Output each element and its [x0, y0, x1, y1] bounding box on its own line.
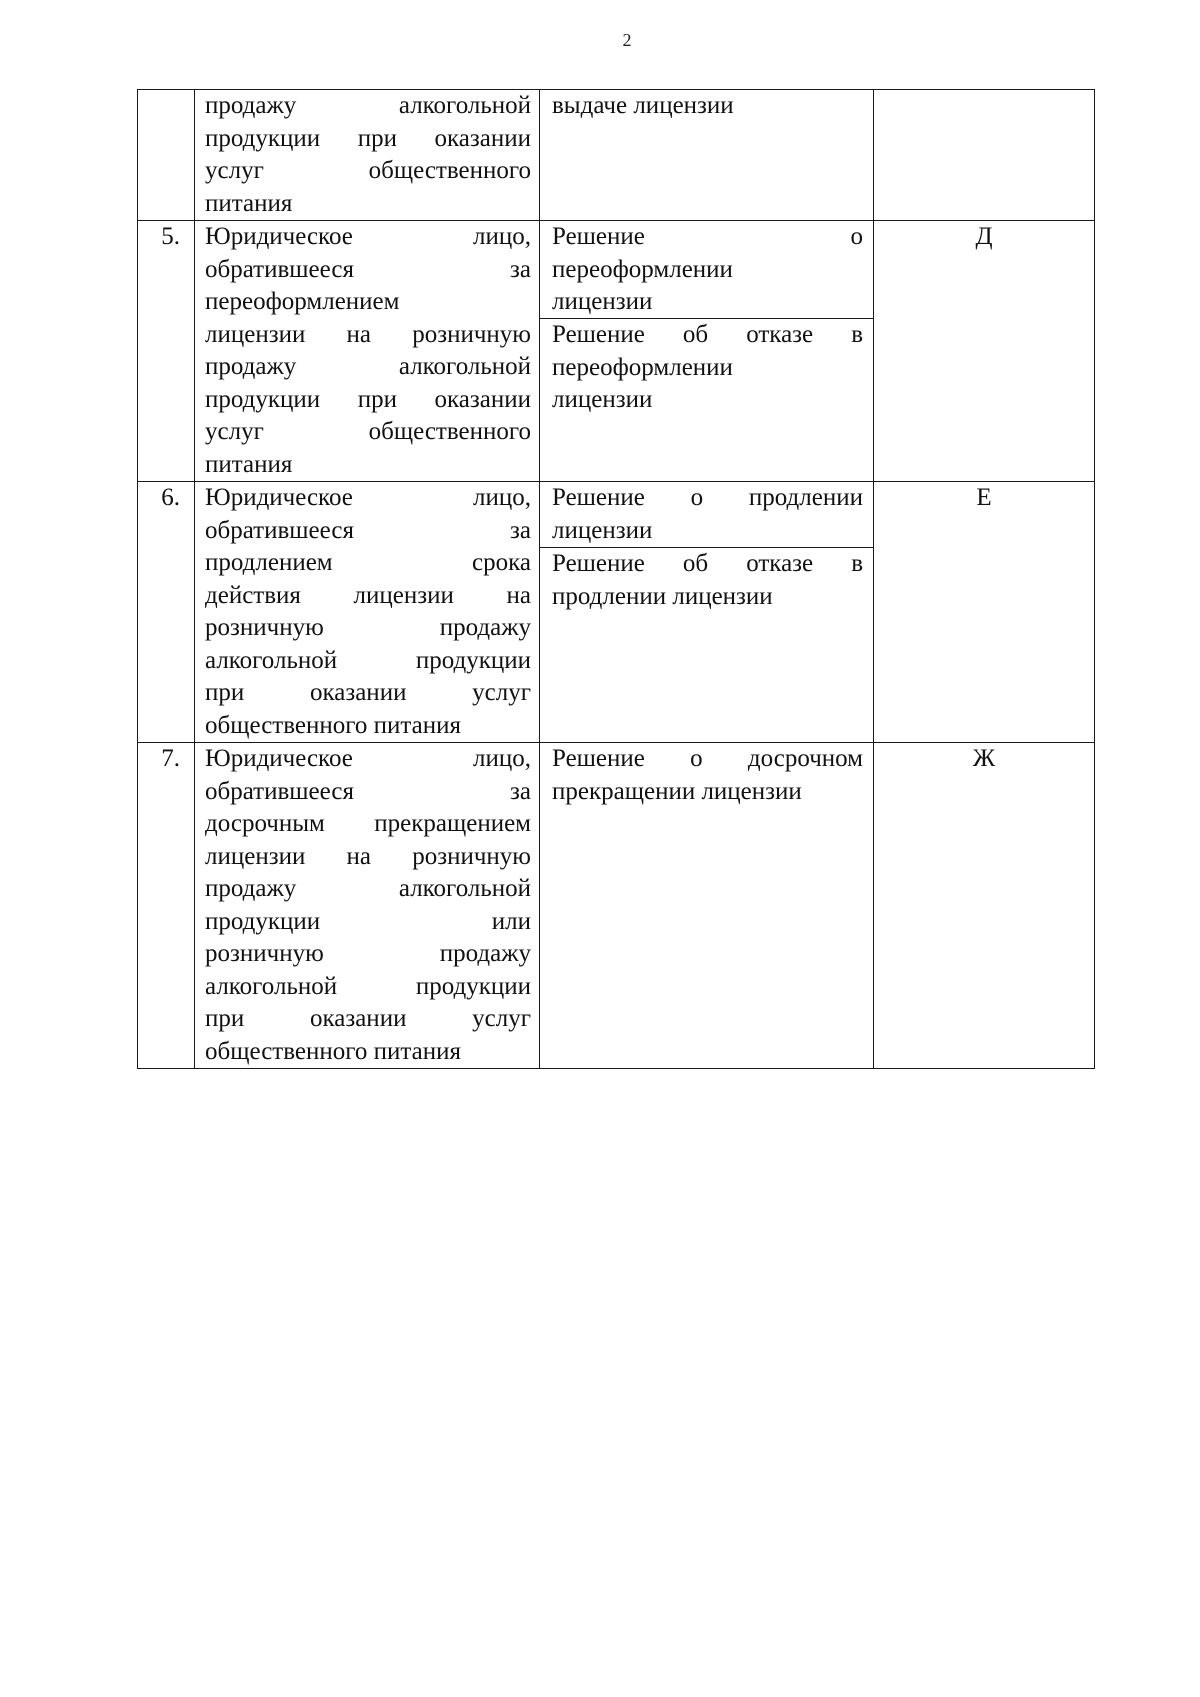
- code-cell: [874, 90, 1095, 221]
- decision-line: переоформлении: [552, 353, 733, 381]
- applicant-line: питания: [205, 450, 293, 478]
- applicant-line: обратившееся за: [205, 777, 531, 805]
- decision-item: [540, 318, 873, 417]
- decision-line: Решение о: [552, 223, 863, 250]
- code-cell: Е: [874, 482, 1095, 743]
- decision-line: Решение об отказе в: [552, 550, 863, 577]
- applicant-line: общественного питания: [205, 1037, 461, 1065]
- decision-line: лицензии: [552, 386, 653, 413]
- applicant-line: продлением срока: [205, 549, 531, 576]
- decision-line: прекращении лицензии: [552, 777, 802, 805]
- applicant-line: питания: [205, 189, 293, 217]
- applicant-line: переоформлением: [205, 288, 400, 315]
- applicant-line: алкогольной продукции: [205, 972, 531, 1000]
- applicant-line: розничную продажу: [205, 940, 531, 967]
- applicant-line: продукции при оказании: [205, 124, 531, 152]
- applicant-line: Юридическое лицо,: [205, 223, 531, 250]
- decision-line: переоформлении: [552, 255, 733, 283]
- decision-line: лицензии: [552, 516, 653, 544]
- code-cell: Ж: [874, 743, 1095, 1069]
- decision-cell: [540, 743, 874, 1069]
- applicant-line: продукции при оказании: [205, 385, 531, 413]
- applicant-line: Юридическое лицо,: [205, 745, 531, 772]
- applicant-line: при оказании услуг: [205, 679, 531, 706]
- applicant-line: лицензии на розничную: [205, 320, 531, 348]
- applicant-line: продажу алкогольной: [205, 92, 531, 119]
- applicant-line: Юридическое лицо,: [205, 484, 531, 511]
- decision-cell: [540, 90, 874, 221]
- decision-line: Решение о продлении: [552, 484, 863, 511]
- table-row: [138, 743, 1095, 1069]
- applicant-cell: [195, 743, 540, 1069]
- applicant-line: услуг общественного: [205, 157, 531, 184]
- applicant-line: общественного питания: [205, 711, 461, 739]
- applicant-line: при оказании услуг: [205, 1005, 531, 1032]
- decision-line: лицензии: [552, 288, 653, 315]
- applicant-cell: [195, 482, 540, 743]
- row-number-cell: 5.: [138, 221, 195, 482]
- applicant-line: действия лицензии на: [205, 581, 531, 609]
- applicant-line: лицензии на розничную: [205, 842, 531, 870]
- decision-cell: [540, 482, 874, 743]
- applicant-line: обратившееся за: [205, 255, 531, 283]
- decision-line: Решение о досрочном: [552, 745, 863, 772]
- applicant-line: обратившееся за: [205, 516, 531, 544]
- decision-item: [540, 547, 873, 613]
- applicant-line: продажу алкогольной: [205, 353, 531, 380]
- table-row: [138, 482, 1095, 743]
- decision-item: [540, 90, 873, 123]
- applicant-line: алкогольной продукции: [205, 646, 531, 674]
- row-number-cell: 6.: [138, 482, 195, 743]
- decision-item: [540, 743, 873, 808]
- code-cell: Д: [874, 221, 1095, 482]
- applicant-cell: [195, 90, 540, 221]
- applicant-line: продукции или: [205, 907, 531, 935]
- decision-item: [540, 482, 873, 547]
- table-row: [138, 90, 1095, 221]
- page-number: 2: [622, 30, 632, 50]
- applicant-line: розничную продажу: [205, 614, 531, 641]
- decision-line: продлении лицензии: [552, 582, 773, 610]
- applicant-line: услуг общественного: [205, 418, 531, 445]
- table-row: [138, 221, 1095, 482]
- applicant-cell: [195, 221, 540, 482]
- applicant-line: продажу алкогольной: [205, 875, 531, 902]
- applicant-line: досрочным прекращением: [205, 810, 531, 837]
- row-number-cell: 7.: [138, 743, 195, 1069]
- decision-line: Решение об отказе в: [552, 321, 863, 348]
- decision-cell: [540, 221, 874, 482]
- decision-line: выдаче лицензии: [552, 92, 734, 119]
- decision-item: [540, 221, 873, 318]
- license-decisions-table: [137, 89, 1095, 1069]
- row-number-cell: [138, 90, 195, 221]
